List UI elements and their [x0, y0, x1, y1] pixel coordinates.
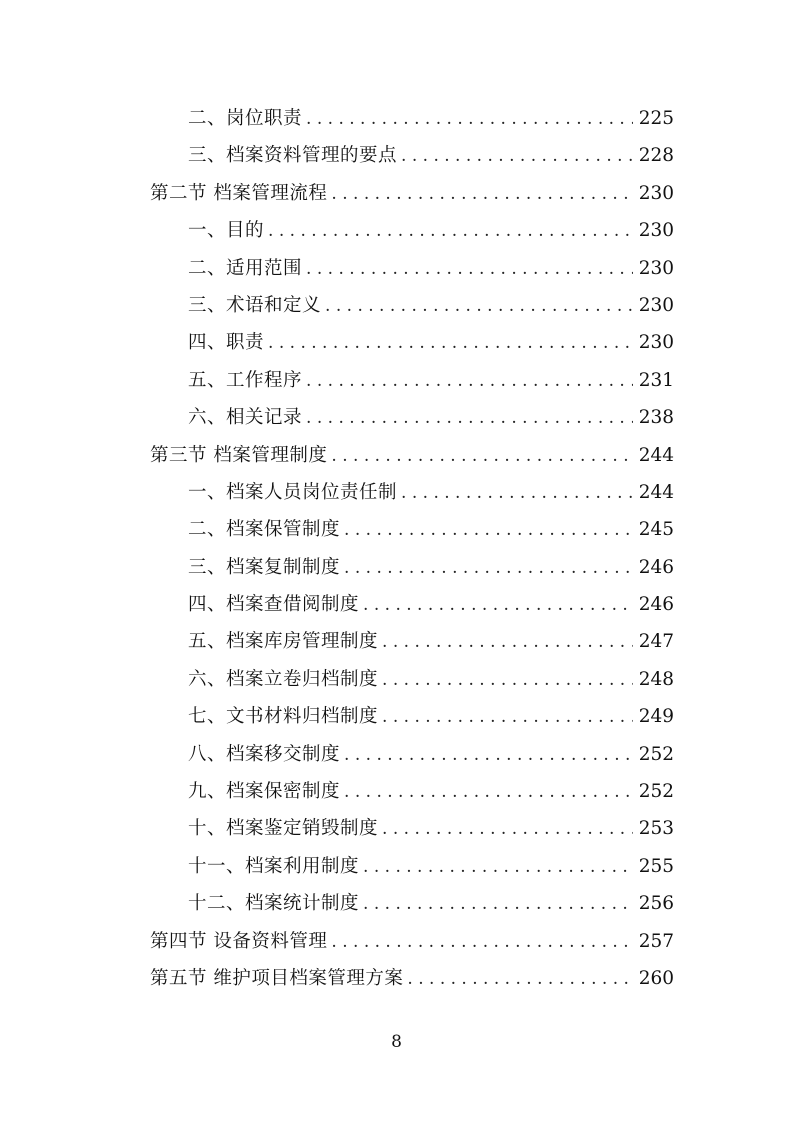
toc-entry-title: 五、档案库房管理制度	[188, 631, 379, 653]
dot-leader	[344, 512, 633, 548]
toc-entry[interactable]	[150, 810, 674, 847]
toc-entry-title: 十一、档案利用制度	[188, 855, 360, 877]
dot-leader	[363, 587, 633, 623]
toc-entry-title: 三、档案复制制度	[188, 556, 341, 578]
toc-entry[interactable]	[150, 474, 674, 511]
toc-entry[interactable]	[150, 212, 674, 249]
dot-leader	[331, 438, 632, 474]
toc-entry-page: 244	[638, 444, 674, 466]
dot-leader	[344, 550, 633, 586]
toc-entry-title: 三、术语和定义	[188, 294, 322, 316]
dot-leader	[331, 924, 632, 960]
toc-entry-title: 二、档案保管制度	[188, 519, 341, 541]
toc-entry-title: 十、档案鉴定销毁制度	[188, 818, 379, 840]
dot-leader	[363, 849, 633, 885]
toc-entry[interactable]	[150, 661, 674, 698]
toc-entry[interactable]	[150, 137, 674, 174]
toc-entry[interactable]	[150, 773, 674, 810]
toc-section-entry[interactable]	[150, 923, 674, 960]
dot-leader	[344, 737, 633, 773]
dot-leader	[407, 961, 632, 997]
toc-entry-title: 十二、档案统计制度	[188, 893, 360, 915]
toc-entry[interactable]	[150, 623, 674, 660]
toc-entry-title: 三、档案资料管理的要点	[188, 145, 398, 167]
toc-entry-page: 248	[638, 668, 674, 690]
toc-entry-page: 231	[638, 369, 674, 391]
toc-entry-title: 二、适用范围	[188, 257, 303, 279]
toc-entry-page: 230	[638, 332, 674, 354]
dot-leader	[306, 363, 633, 399]
toc-entry-page: 253	[638, 818, 674, 840]
toc-entry[interactable]	[150, 848, 674, 885]
dot-leader	[306, 101, 633, 137]
toc-entry-page: 249	[638, 706, 674, 728]
dot-leader	[306, 400, 633, 436]
toc-section-entry[interactable]	[150, 437, 674, 474]
toc-entry-page: 246	[638, 594, 674, 616]
toc-entry-title: 六、相关记录	[188, 407, 303, 429]
dot-leader	[268, 325, 633, 361]
toc-entry-title: 七、文书材料归档制度	[188, 706, 379, 728]
toc-entry-title: 二、岗位职责	[188, 108, 303, 129]
toc-entry[interactable]	[150, 698, 674, 735]
dot-leader	[344, 774, 633, 810]
toc-entry[interactable]	[150, 287, 674, 324]
toc-entry[interactable]	[150, 324, 674, 361]
dot-leader	[382, 662, 633, 698]
toc-entry-page: 225	[638, 108, 674, 129]
dot-leader	[268, 213, 633, 249]
toc-entry[interactable]	[150, 549, 674, 586]
toc-entry-page: 230	[638, 294, 674, 316]
dot-leader	[401, 138, 633, 174]
dot-leader	[382, 811, 633, 847]
toc-entry[interactable]	[150, 250, 674, 287]
toc-entry[interactable]	[150, 586, 674, 623]
dot-leader	[382, 624, 633, 660]
toc-entry-page: 230	[638, 257, 674, 279]
toc-entry-title: 第二节 档案管理流程	[150, 182, 328, 204]
toc-entry-page: 228	[638, 145, 674, 167]
toc-entry-page: 252	[638, 781, 674, 803]
toc-entry-page: 245	[638, 519, 674, 541]
toc-entry-page: 256	[638, 893, 674, 915]
dot-leader	[306, 251, 633, 287]
toc-entry-page: 230	[638, 220, 674, 242]
toc-entry-title: 一、目的	[188, 220, 265, 242]
toc-section-entry[interactable]	[150, 960, 674, 997]
toc-entry-page: 230	[638, 182, 674, 204]
page-number: 8	[391, 1032, 402, 1052]
toc-entry[interactable]	[150, 736, 674, 773]
toc-entry-title: 八、档案移交制度	[188, 743, 341, 765]
toc-entry-page: 260	[638, 967, 674, 989]
toc-entry-title: 一、档案人员岗位责任制	[188, 481, 398, 503]
toc-entry-page: 255	[638, 855, 674, 877]
toc-entry-page: 252	[638, 743, 674, 765]
toc-entry[interactable]	[150, 399, 674, 436]
dot-leader	[325, 288, 633, 324]
toc-entry-title: 九、档案保密制度	[188, 781, 341, 803]
table-of-contents	[150, 100, 674, 997]
toc-entry-page: 238	[638, 407, 674, 429]
dot-leader	[401, 475, 633, 511]
dot-leader	[363, 886, 633, 922]
toc-entry-title: 四、档案查借阅制度	[188, 594, 360, 616]
toc-entry-title: 五、工作程序	[188, 369, 303, 391]
toc-entry[interactable]	[150, 100, 674, 137]
dot-leader	[382, 699, 633, 735]
toc-entry[interactable]	[150, 511, 674, 548]
toc-entry-title: 第五节 维护项目档案管理方案	[150, 967, 404, 989]
toc-entry-title: 四、职责	[188, 332, 265, 354]
toc-entry-page: 244	[638, 481, 674, 503]
toc-entry-page: 246	[638, 556, 674, 578]
toc-entry-title: 六、档案立卷归档制度	[188, 668, 379, 690]
toc-entry-page: 257	[638, 930, 674, 952]
toc-section-entry[interactable]	[150, 175, 674, 212]
toc-entry-title: 第四节 设备资料管理	[150, 930, 328, 952]
toc-entry[interactable]	[150, 362, 674, 399]
toc-entry-title: 第三节 档案管理制度	[150, 444, 328, 466]
dot-leader	[331, 176, 632, 212]
toc-entry-page: 247	[638, 631, 674, 653]
toc-entry[interactable]	[150, 885, 674, 922]
